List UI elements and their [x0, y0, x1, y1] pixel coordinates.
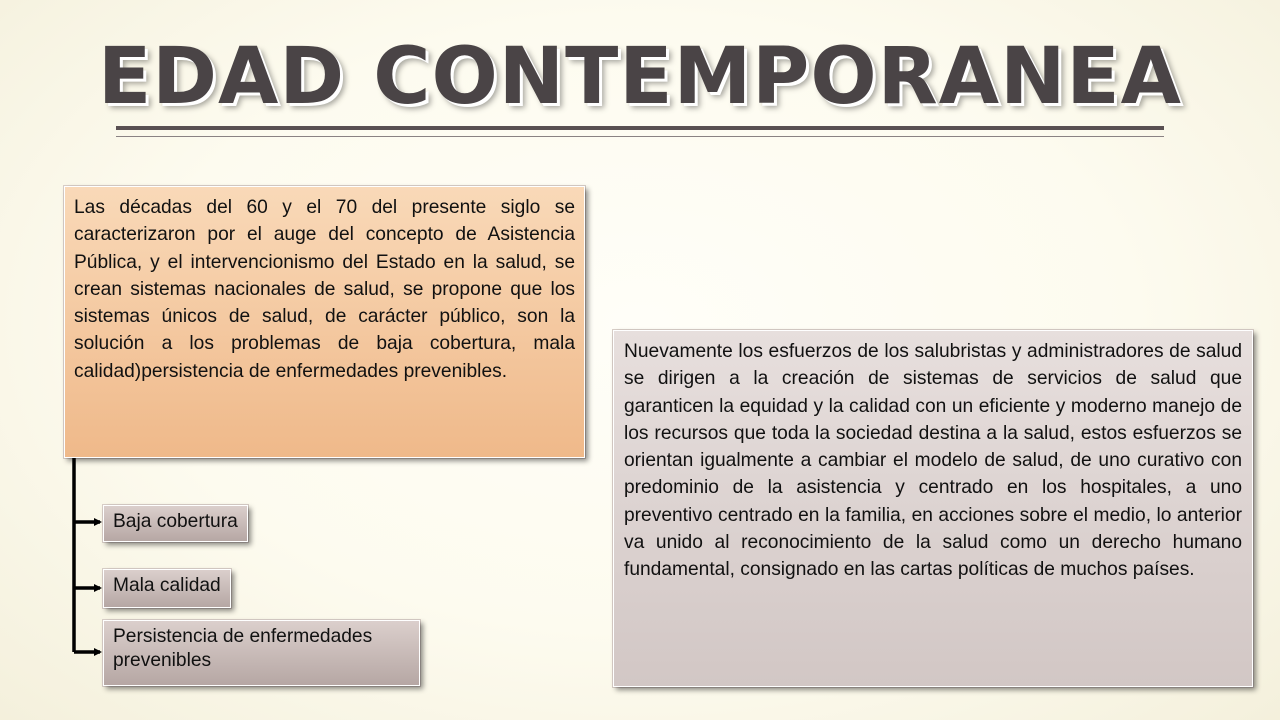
branch-label: Mala calidad: [113, 575, 221, 596]
title-underline-thin: [116, 136, 1164, 137]
slide-title: EDAD CONTEMPORANEA: [97, 32, 1183, 122]
title-underline-thick: [116, 126, 1164, 130]
branch-label: Baja cobertura: [113, 511, 238, 532]
right-text-box: [613, 330, 1253, 687]
right-text: Nuevamente los esfuerzos de los salubristas y administradores de salud se dirigen a la creación de sistemas de servicios de salud que garanticen la equidad y la calidad con un eficiente y moderno manejo de los recursos que toda la sociedad destina a la salud, estos esfuerzos se orientan igualmente a cambiar el modelo de salud, de uno curativo con predominio de la asistencia y centrado en los hospitales, a uno preventivo centrado en la familia, en acciones sobre el medio, lo anterior va unido al reconocimiento de la salud como un derecho humano fundamental, consignado en las cartas políticas de muchos países.: [624, 341, 1242, 581]
branch-label: Persistencia de enfermedades prevenibles: [113, 626, 373, 671]
branch-box-persistencia: [103, 620, 420, 686]
branch-box-baja-cobertura: [103, 505, 248, 542]
left-text: Las décadas del 60 y el 70 del presente siglo se caracterizaron por el auge del concepto de Asistencia Pública, y el intervencionismo del Estado en la salud, se crean sistemas nacionales de salud, se propone que los sistemas únicos de salud, de carácter público, son la solución a los problemas de baja cobertura, mala calidad)persistencia de enfermedades prevenibles.: [74, 197, 575, 382]
left-text-box: [64, 186, 585, 458]
branch-box-mala-calidad: [103, 569, 231, 608]
